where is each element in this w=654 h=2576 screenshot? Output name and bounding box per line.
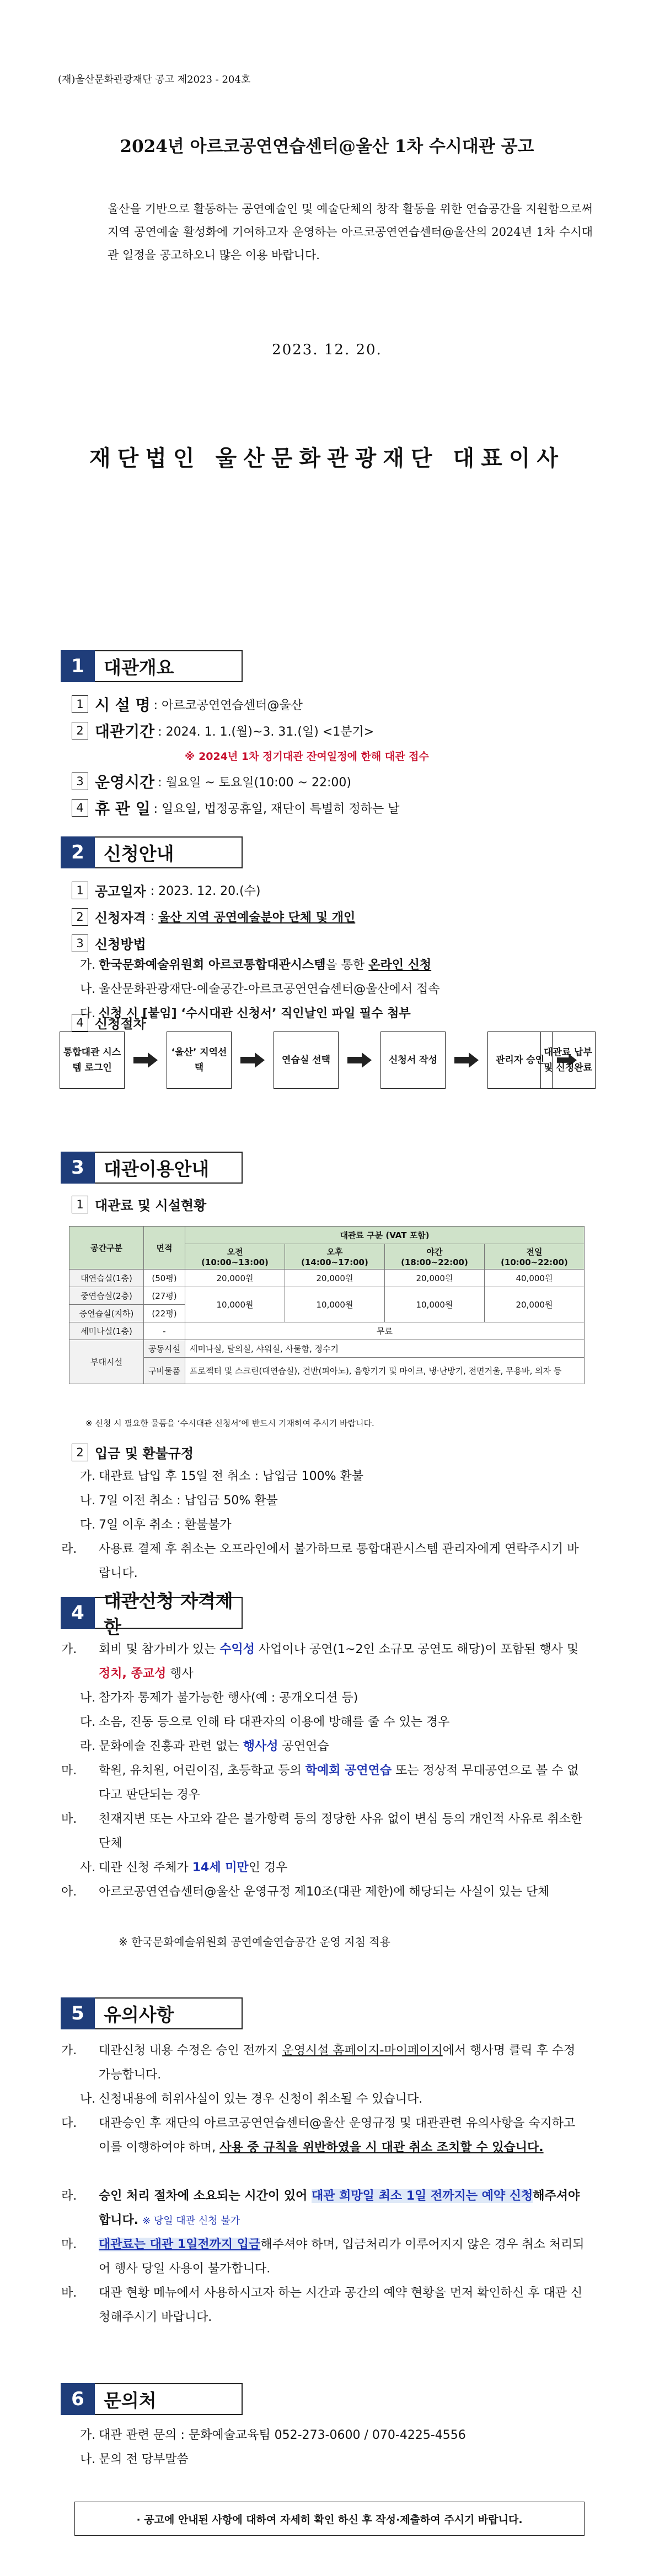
- contact-na: 나. 문의 전 당부말씀: [80, 2453, 189, 2466]
- period-note: ※ 2024년 1차 정기대관 잔여일정에 한해 대관 접수: [185, 750, 429, 763]
- table-row: 중연습실(2층) (27평) 10,000원 10,000원 10,000원 20,000원: [69, 1287, 585, 1305]
- section-number: 4: [61, 1597, 95, 1629]
- refund-item: 나. 7일 이전 취소 : 납입금 50% 환불: [80, 1494, 278, 1508]
- table-note: ※ 신청 시 필요한 물품을 ‘수시대관 신청서’에 반드시 기재하여 주시기 바랍니다.: [85, 1418, 374, 1428]
- section-1-header: [61, 650, 243, 682]
- step-form: 신청서 작성: [380, 1032, 446, 1089]
- table-row: 부대시설 공동시설 세미나실, 탈의실, 샤워실, 사물함, 정수기: [69, 1340, 585, 1358]
- contact-ga: 가. 대관 관련 문의 : 문화예술교육팀 052-273-0600 / 070-4225-4556: [80, 2428, 466, 2442]
- arrow-right-icon: [240, 1052, 265, 1068]
- refund-item: 다. 7일 이후 취소 : 환불불가: [80, 1518, 232, 1532]
- operating-hours-row: 3 운영시간 : 월요일 ~ 토요일(10:00 ~ 22:00): [72, 770, 351, 792]
- method-item-na: 나. 울산문화관광재단-예술공간-아르코공연연습센터@울산에서 접속: [80, 982, 440, 996]
- caution-da: 다. 대관승인 후 재단의 아르코공연연습센터@울산 운영규정 및 대관관련 유의사항을 숙지하고 이를 이행하여야 하며, 사용 중 규칙을 위반하였을 시 대관 취소 조치할 수 있습니다.: [61, 2116, 576, 2154]
- section-title: 대관이용안내: [95, 1152, 243, 1184]
- restriction-a: 아. 아르코공연연습센터@울산 운영규정 제10조(대관 제한)에 해당되는 사실이 있는 단체: [61, 1885, 550, 1899]
- rental-period-row: 2 대관기간 : 2024. 1. 1.(월)~3. 31.(일) <1분기>: [72, 720, 374, 742]
- step-region: ‘울산’ 지역선택: [167, 1032, 232, 1089]
- caution-ra: 라. 승인 처리 절차에 소요되는 시간이 있어 대관 희망일 최소 1일 전까지는 예약 신청해주셔야 합니다. ※ 당일 대관 신청 불가: [61, 2189, 580, 2227]
- closing-notice-box: · 공고에 안내된 사항에 대하여 자세히 확인 하신 후 작성·제출하여 주시기 바랍니다.: [74, 2502, 585, 2536]
- refund-item: 라. 사용료 결제 후 취소는 오프라인에서 불가하므로 통합대관시스템 관리자에게 연락주시기 바랍니다.: [61, 1542, 579, 1580]
- section-5-header: [61, 1997, 243, 2029]
- restriction-sa: 사. 대관 신청 주체가 14세 미만인 경우: [80, 1861, 288, 1875]
- restriction-na: 나. 참가자 통제가 불가능한 행사(예 : 공개오디션 등): [80, 1691, 358, 1705]
- method-row: 3 신청방법: [72, 933, 146, 953]
- restriction-da: 다. 소음, 진동 등으로 인해 타 대관자의 이용에 방해를 줄 수 있는 경우: [80, 1715, 450, 1729]
- table-row: 구비물품 프로젝터 및 스크린(대연습실), 건반(피아노), 음향기기 및 마이크, 냉·난방기, 전면거울, 무용바, 의자 등: [69, 1358, 585, 1384]
- step-login: 통합대관 시스템 로그인: [60, 1032, 125, 1089]
- section-number: 2: [61, 836, 95, 868]
- restriction-ba: 바. 천재지변 또는 사고와 같은 불가항력 등의 정당한 사유 없이 변심 등의 개인적 사유로 취소한 단체: [61, 1812, 583, 1850]
- refund-item: 가. 대관료 납입 후 15일 전 취소 : 납입금 100% 환불: [80, 1470, 364, 1483]
- caution-ga: 가. 대관신청 내용 수정은 승인 전까지 운영시설 홈페이지-마이페이지에서 행사명 클릭 후 수정 가능합니다.: [61, 2044, 576, 2082]
- section-title: 대관개요: [95, 650, 243, 682]
- section-title: 신청안내: [95, 836, 243, 868]
- restriction-ga: 가. 회비 및 참가비가 있는 수익성 사업이나 공연(1~2인 소규모 공연도 해당)이 포함된 행사 및 정치, 종교성 행사: [61, 1643, 579, 1681]
- guideline-note: ※ 한국문화예술위원회 공연예술연습공간 운영 지침 적용: [119, 1935, 390, 1948]
- section-number: 1: [61, 650, 95, 682]
- notice-date-row: 1 공고일자 : 2023. 12. 20.(수): [72, 881, 261, 900]
- section-number: 3: [61, 1152, 95, 1184]
- caution-ba: 바. 대관 현황 메뉴에서 사용하시고자 하는 시간과 공간의 예약 현황을 먼저 확인하신 후 대관 신청해주시기 바랍니다.: [61, 2286, 583, 2324]
- step-room: 연습실 선택: [274, 1032, 339, 1089]
- application-procedure-flow: [60, 1032, 583, 1089]
- step-payment: 대관료 납부 및 신청완료: [540, 1032, 596, 1089]
- section-2-header: [61, 836, 243, 868]
- arrow-right-icon: [347, 1052, 372, 1068]
- section-3-header: [61, 1152, 243, 1184]
- restriction-ma: 마. 학원, 유치원, 어린이집, 초등학교 등의 학예회 공연연습 또는 정상적 무대공연으로 볼 수 없다고 판단되는 경우: [61, 1764, 579, 1802]
- closed-days-row: 4 휴 관 일 : 일요일, 법정공휴일, 재단이 특별히 정하는 날: [72, 797, 400, 819]
- section-4-header: [61, 1590, 243, 1638]
- method-item-da: 다. 신청 시 [붙임] ‘수시대관 신청서’ 직인날인 파일 필수 첨부: [80, 1007, 411, 1020]
- facility-fee-table: 공간구분 면적 대관료 구분 (VAT 포함) 오전 (10:00~13:00) 오후 (14:00~17:00) 야간 (18:00~22:00) 전일 (10:00~22:00) 대연습실(1층) (50평) 20,000원 20,000원 20,000원 40,000원 중연습실(2층) (27평) 10,000원 10,000원 10,000원 20,000원 중연습실(지하) (22평) 세미나실(1층) - 무료 부대시설 공동시설 세미나실, 탈의실, 샤워실, 사물함, 정수기 구비물품 프로젝터 및 스크린(대연습실), 건반(피아노), 음향기기 및 마이크, 냉·난방기, 전면거울, 무용바, 의자 등: [69, 1226, 585, 1384]
- qualification-row: 2 신청자격 : 울산 지역 공연예술분야 단체 및 개인: [72, 907, 355, 926]
- table-row: 대연습실(1층) (50평) 20,000원 20,000원 20,000원 40,000원: [69, 1270, 585, 1287]
- notice-number: (재)울산문화관광재단 공고 제2023 - 204호: [58, 74, 251, 85]
- section-title: 문의처: [95, 2383, 243, 2415]
- table-row: 중연습실(지하) (22평): [69, 1305, 585, 1322]
- step-approval: 관리자 승인: [487, 1032, 553, 1089]
- organization-signature: 재단법인 울산문화관광재단 대표이사: [89, 445, 565, 471]
- section-number: 6: [61, 2383, 95, 2415]
- restriction-ra: 라. 문화예술 진흥과 관련 없는 행사성 공연연습: [80, 1740, 329, 1753]
- caution-ma: 마. 대관료는 대관 1일전까지 입금해주셔야 하며, 입금처리가 이루어지지 않은 경우 취소 처리되어 행사 당일 사용이 불가합니다.: [61, 2238, 585, 2276]
- facility-name-row: 1 시 설 명 : 아르코공연연습센터@울산: [72, 693, 303, 715]
- arrow-right-icon: [133, 1052, 158, 1068]
- section-6-header: [61, 2383, 243, 2415]
- section-number: 5: [61, 1997, 95, 2029]
- refund-heading: 2 입금 및 환불규정: [72, 1443, 194, 1462]
- procedure-row: 4 신청절차: [72, 1013, 146, 1032]
- table-row: 세미나실(1층) - 무료: [69, 1322, 585, 1340]
- arrow-right-icon: [454, 1052, 479, 1068]
- notice-date: 2023. 12. 20.: [272, 342, 382, 358]
- page-title: 2024년 아르코공연연습센터@울산 1차 수시대관 공고: [120, 137, 534, 156]
- intro-paragraph: 울산을 기반으로 활동하는 공연예술인 및 예술단체의 창작 활동을 위한 연습공간을 지원함으로써 지역 공연예술 활성화에 기여하고자 운영하는 아르코공연연습센터@울산의 2024년 1차 수시대관 일정을 공고하오니 많은 이용 바랍니다.: [108, 202, 593, 262]
- section-title: 대관신청 자격제한: [95, 1597, 243, 1629]
- fees-heading: 1 대관료 및 시설현황: [72, 1195, 206, 1214]
- caution-na: 나. 신청내용에 허위사실이 있는 경우 신청이 취소될 수 있습니다.: [80, 2092, 423, 2106]
- section-title: 유의사항: [95, 1997, 243, 2029]
- method-item-ga: 가. 한국문화예술위원회 아르코통합대관시스템을 통한 온라인 신청: [80, 958, 432, 972]
